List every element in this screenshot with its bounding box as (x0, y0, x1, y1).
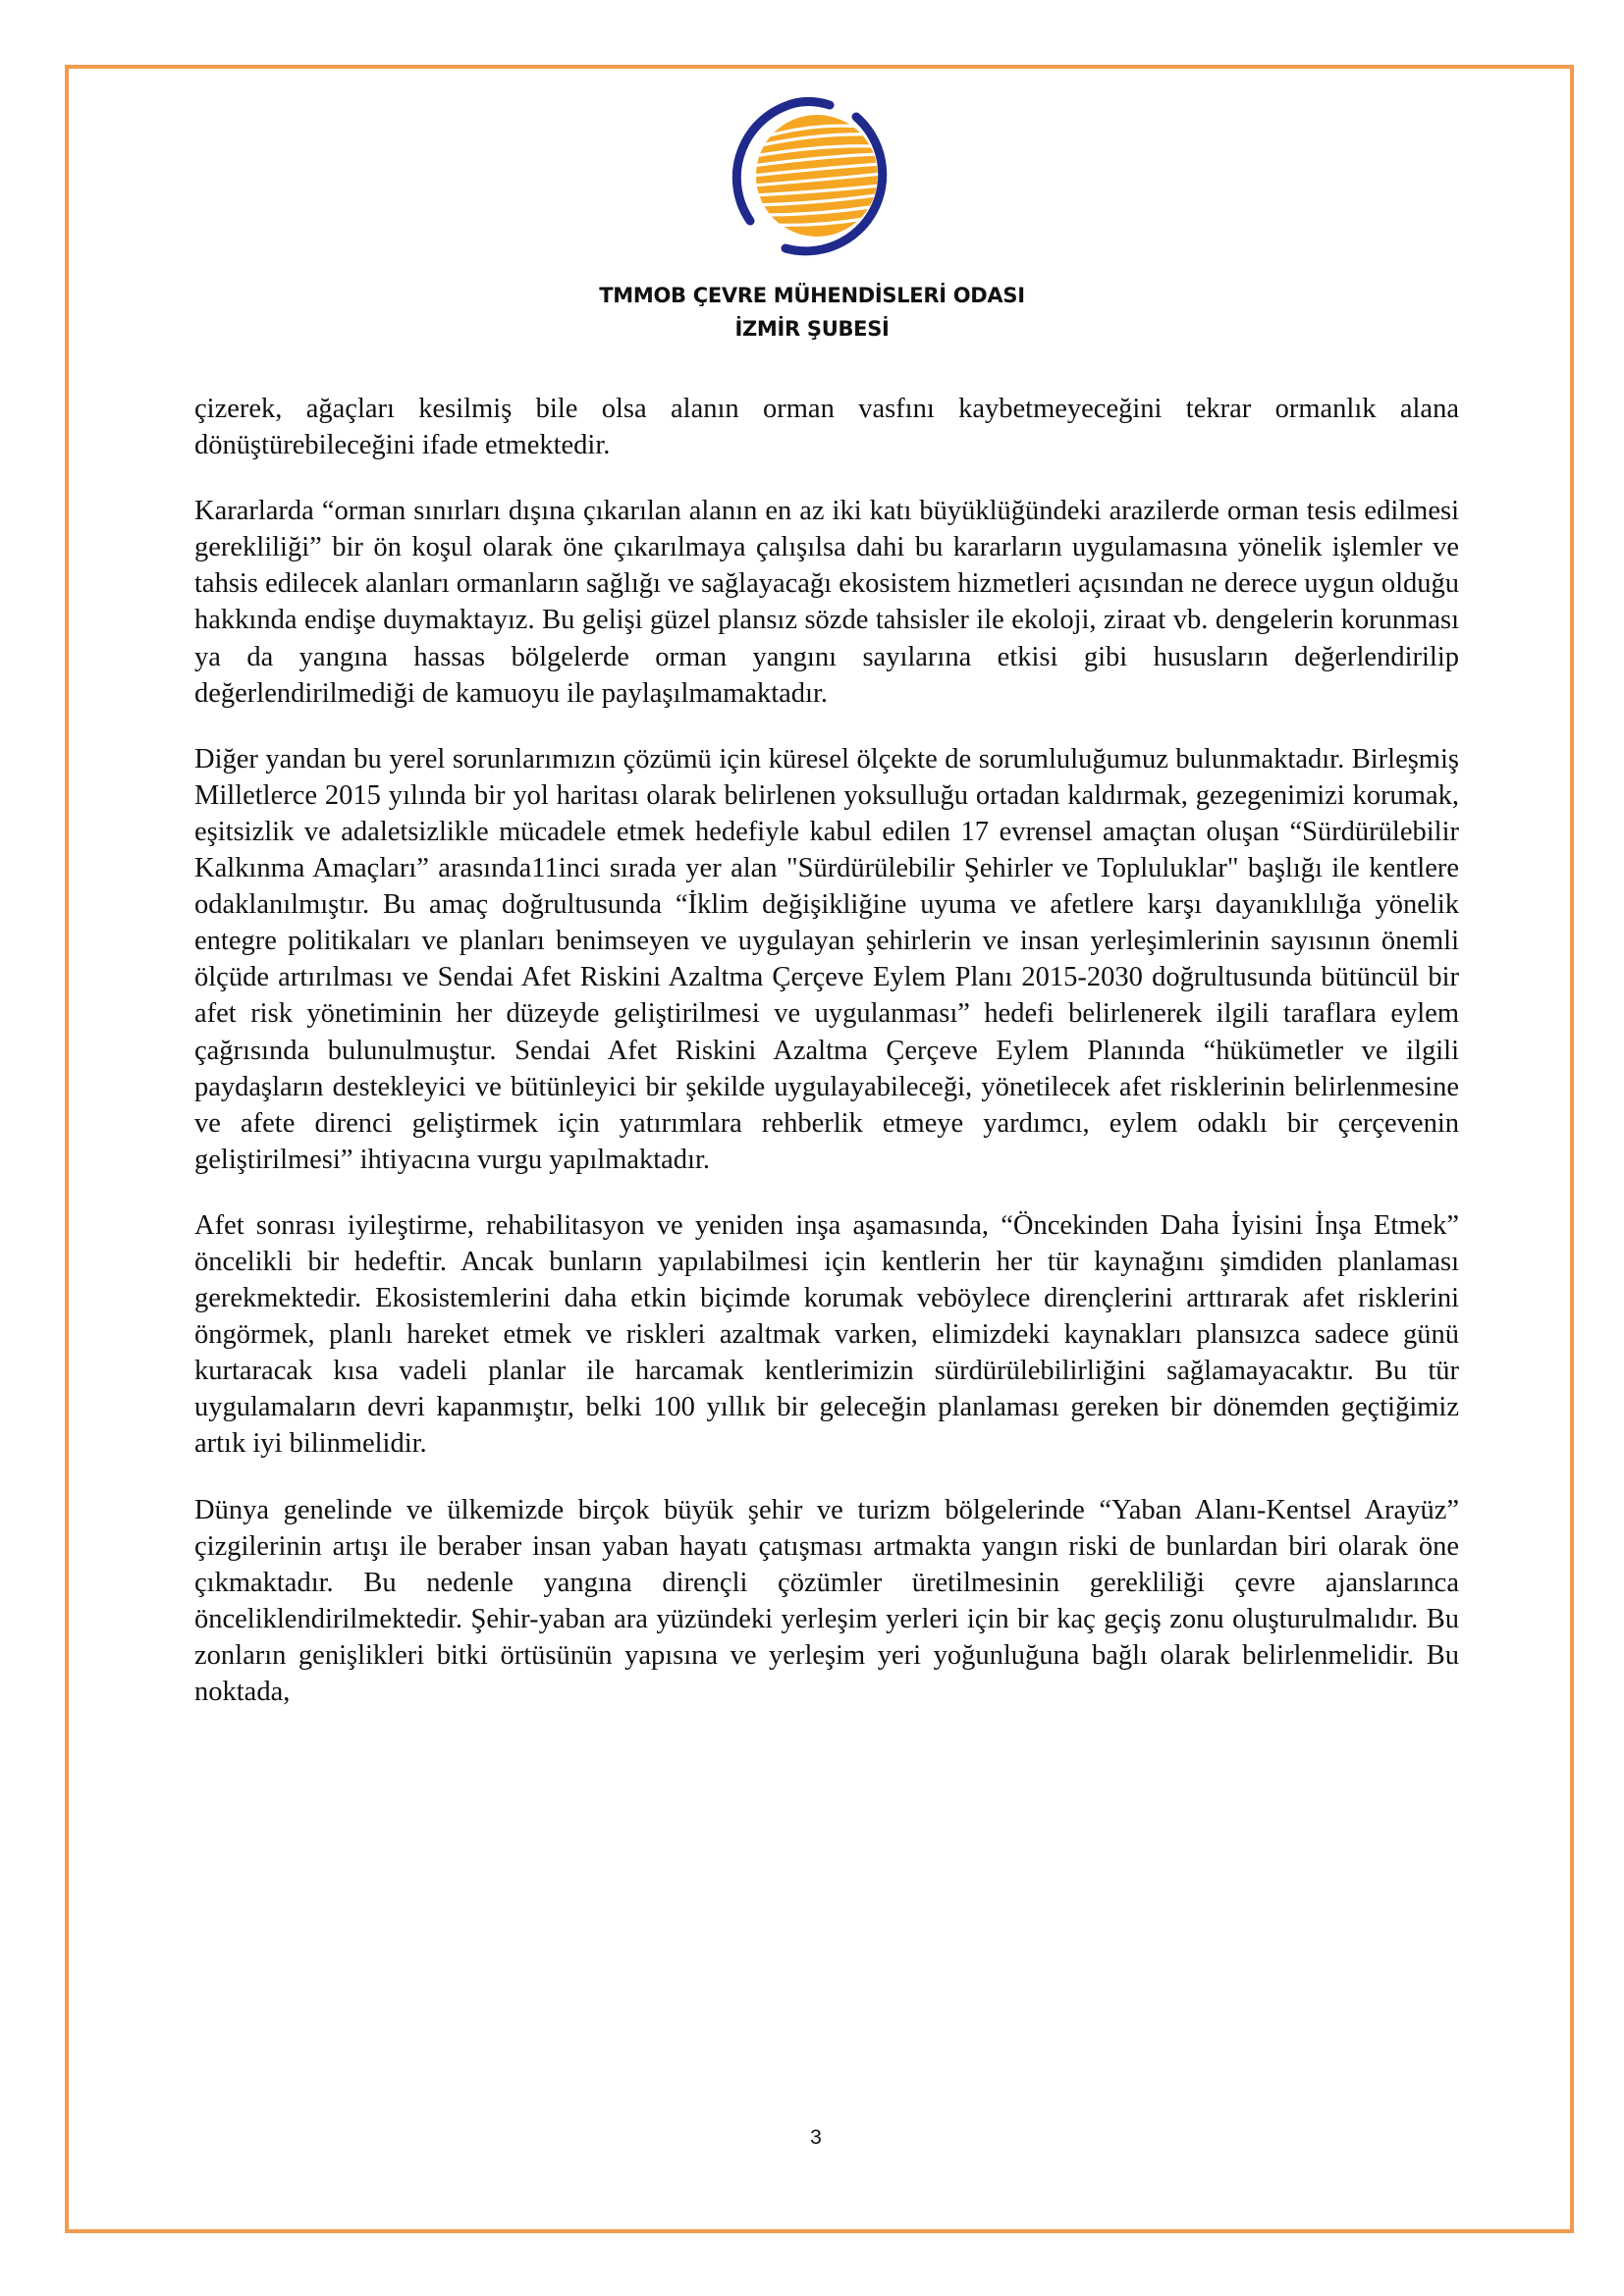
org-name: TMMOB ÇEVRE MÜHENDİSLERİ ODASI (599, 284, 1025, 307)
paragraph: Kararlarda “orman sınırları dışına çıkarılan alanın en az iki katı büyüklüğündeki arazilerde orman tesis edilmesi gerekliliği” bir ön koşul olarak öne çıkarılmaya çalışılsa dahi bu kararların uygulamasına yönelik işlemler ve tahsis edilecek alanları ormanların sağlığı ve sağlayacağı ekosistem hizmetleri açısından ne derece uygun olduğu hakkında endişe duymaktayız. Bu gelişi güzel plansız sözde tahsisler ile ekoloji, ziraat vb. dengelerin korunması ya da yangına hassas bölgelerde orman yangını sayılarına etkisi gibi hususların değerlendirilip değerlendirilmediği de kamuoyu ile paylaşılmamaktadır. (194, 496, 1459, 709)
paragraph: Diğer yandan bu yerel sorunlarımızın çözümü için küresel ölçekte de sorumluluğumuz bulunmaktadır. Birleşmiş Milletlerce 2015 yılında bir yol haritası olarak belirlenen yoksulluğu ortadan kaldırmak, gezegenimizi korumak, eşitsizlik ve adaletsizlikle mücadele etmek hedefiyle kabul edilen 17 evrensel amaçtan oluşan “Sürdürülebilir Kalkınma Amaçları” arasında11inci sırada yer alan "Sürdürülebilir Şehirler ve Topluluklar" başlığı ile kentlere odaklanılmıştır. Bu amaç doğrultusunda “İklim değişikliğine uyuma ve afetlere karşı dayanıklılığa yönelik entegre politikaları ve planları benimseyen ve uygulayan şehirlerin ve insan yerleşimlerinin sayısının önemli ölçüde artırılması ve Sendai Afet Riskini Azaltma Çerçeve Eylem Planı 2015-2030 doğrultusunda bütüncül bir afet risk yönetiminin her düzeyde geliştirilmesi ve uygulanması” hedefi belirlenerek ilgili taraflara eylem çağrısında bulunulmuştur. Sendai Afet Riskini Azaltma Çerçeve Eylem Planında “hükümetler ve ilgili paydaşların destekleyici ve bütünleyici bir şekilde uygulayabileceği, yönetilecek afet risklerinin belirlenmesine ve afete direnci geliştirmek için yatırımlara rehberlik etmeye yardımcı, eylem odaklı bir çerçevenin geliştirilmesi” ihtiyacına vurgu yapılmaktadır. (194, 743, 1459, 1175)
page-number: 3 (810, 2126, 822, 2149)
paragraph: çizerek, ağaçları kesilmiş bile olsa alanın orman vasfını kaybetmeyeceğini tekrar ormanlık alana dönüştürebileceğini ifade etmektedir. (194, 394, 1459, 461)
globe-logo-icon (727, 93, 908, 260)
paragraph: Dünya genelinde ve ülkemizde birçok büyük şehir ve turizm bölgelerinde “Yaban Alanı-Kentsel Arayüz” çizgilerinin artışı ile beraber insan yaban hayatı çatışması artmakta yangın riski de bunlardan biri olarak öne çıkmaktadır. Bu nedenle yangına dirençli çözümler üretilmesinin gerekliliği çevre ajanslarınca önceliklendirilmektedir. Şehir-yaban ara yüzündeki yerleşim yerleri için bir kaç geçiş zonu oluşturulmalıdır. Bu zonların genişlikleri bitki örtüsünün yapısına ve yerleşim yeri yoğunluğuna bağlı olarak belirlenmelidir. Bu noktada, (194, 1494, 1459, 1707)
org-branch: İZMİR ŞUBESİ (734, 317, 890, 341)
paragraph: Afet sonrası iyileştirme, rehabilitasyon ve yeniden inşa aşamasında, “Öncekinden Daha İyisini İnşa Etmek” öncelikli bir hedeftir. Ancak bunların yapılabilmesi için kentlerin her tür kaynağını şimdiden planlaması gerekmektedir. Ekosistemlerini daha etkin biçimde korumak veböylece dirençlerini arttırarak afet risklerini öngörmek, planlı hareket etmek ve riskleri azaltmak varken, elimizdeki kaynakları plansızca sadece günü kurtaracak kısa vadeli planlar ile harcamak kentlerimizin sürdürülebilirliğini sağlamayacaktır. Bu tür uygulamaların devri kapanmıştır, belki 100 yıllık bir geleceğin planlaması gereken bir dönemden geçtiğimiz artık iyi bilinmelidir. (194, 1209, 1459, 1460)
document-body (194, 391, 1459, 1739)
